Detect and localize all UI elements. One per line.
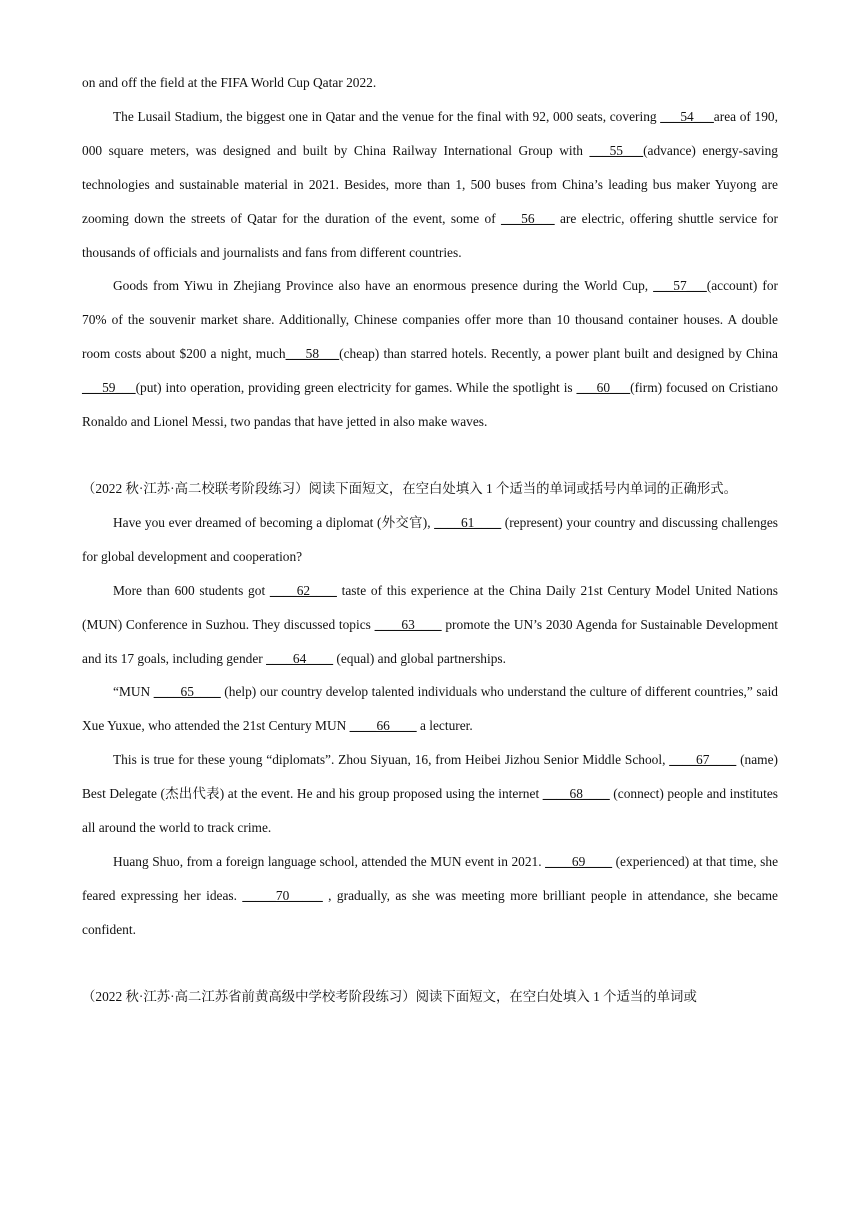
paragraph-text: (experienced) at that time, she feared expressing her ideas. (82, 853, 779, 903)
paragraph-text: Huang Shuo, from a foreign language school, attended the MUN event in 2021. (113, 853, 546, 869)
paragraph (82, 269, 778, 439)
paragraph (82, 675, 778, 743)
paragraph (82, 574, 778, 676)
section-gap (82, 947, 778, 980)
section1-paragraphs (82, 100, 778, 439)
paragraph-text: Goods from Yiwu in Zhejiang Province also have an enormous presence during the World Cup, (113, 278, 654, 294)
paragraph-text: The Lusail Stadium, the biggest one in Qatar and the venue for the final with 92, 000 seats, covering (113, 108, 661, 124)
answer-blank: ___56___ (501, 210, 555, 226)
paragraph-text: are electric, offering shuttle service for thousands of officials and journalists and fans from different countries. (82, 210, 778, 260)
document-page (82, 66, 778, 1014)
answer-blank: ____66____ (349, 718, 417, 734)
paragraph-text: taste of this experience at the China Daily 21st Century Model United Nations (MUN) Conference in Suzhou. They discussed topics (82, 582, 778, 632)
answer-blank: ___58___ (285, 346, 340, 362)
answer-blank: ___59___ (82, 380, 136, 396)
paragraph-text: (cheap) than starred hotels. Recently, a power plant built and designed by China (339, 346, 779, 362)
answer-blank: ____62____ (269, 582, 337, 598)
paragraph-text: (equal) and global partnerships. (333, 650, 506, 666)
answer-blank: ____63____ (374, 616, 442, 632)
answer-blank: ____64____ (266, 650, 334, 666)
answer-blank: _____70_____ (242, 887, 323, 903)
answer-blank: ____69____ (545, 853, 613, 869)
answer-blank: ____65____ (153, 684, 221, 700)
paragraph-text: area of 190, 000 square meters, was designed and built by China Railway International Group with (82, 108, 778, 158)
paragraph (82, 506, 778, 574)
paragraph-text: This is true for these young “diplomats”. Zhou Siyuan, 16, from Heibei Jizhou Senior Middle School, (113, 752, 670, 768)
answer-blank: ____67____ (669, 752, 737, 768)
section2-header: （2022 秋·江苏·高二校联考阶段练习）阅读下面短文，在空白处填入 1 个适当的单词或括号内单词的正确形式。 (82, 480, 738, 496)
paragraph (82, 845, 778, 947)
answer-blank: ___60___ (576, 380, 631, 396)
paragraph-text: (firm) focused on Cristiano Ronaldo and Lionel Messi, two pandas that have jetted in also make waves. (82, 380, 778, 430)
paragraph-text: (represent) your country and discussing challenges for global development and cooperation? (82, 514, 778, 564)
paragraph-text: More than 600 students got (113, 582, 270, 598)
paragraph-text: (account) for 70% of the souvenir market share. Additionally, Chinese companies offer more than 10 thousand container houses. A double room costs about $200 a night, much (82, 278, 778, 362)
answer-blank: ___57___ (653, 278, 707, 294)
paragraph-text: (help) our country develop talented individuals who understand the culture of different countries,” said Xue Yuxue, who attended the 21st Century MUN (82, 684, 778, 734)
section-gap (82, 439, 778, 472)
answer-blank: ____61____ (434, 514, 502, 530)
paragraph-text: a lecturer. (416, 718, 473, 734)
answer-blank: ___54___ (660, 108, 714, 124)
answer-blank: ___55___ (589, 142, 644, 158)
paragraph-text: (advance) energy-saving technologies and sustainable material in 2021. Besides, more than 1, 500 buses from China’s leading bus maker Yuyong are zooming down the streets of Qatar for the duration of the event, some of (82, 142, 778, 226)
paragraph (82, 100, 778, 270)
section3-header: （2022 秋·江苏·高二江苏省前黄高级中学校考阶段练习）阅读下面短文，在空白处填入 1 个适当的单词或 (82, 988, 697, 1004)
paragraph-text: (name) Best Delegate (杰出代表) at the event. He and his group proposed using the internet (82, 752, 778, 802)
paragraph-text: promote the UN’s 2030 Agenda for Sustainable Development and its 17 goals, including gender (82, 616, 779, 666)
paragraph-text: “MUN (113, 684, 154, 700)
paragraph-text: (connect) people and institutes all around the world to track crime. (82, 786, 778, 836)
paragraph-text: , gradually, as she was meeting more brilliant people in attendance, she became confident. (82, 887, 778, 937)
continuation-line: on and off the field at the FIFA World Cup Qatar 2022. (82, 75, 377, 90)
answer-blank: ____68____ (542, 786, 610, 802)
paragraph-text: Have you ever dreamed of becoming a diplomat (外交官), (113, 514, 435, 530)
section2-paragraphs (82, 506, 778, 947)
paragraph-text: (put) into operation, providing green electricity for games. While the spotlight is (135, 380, 577, 396)
paragraph (82, 743, 778, 845)
